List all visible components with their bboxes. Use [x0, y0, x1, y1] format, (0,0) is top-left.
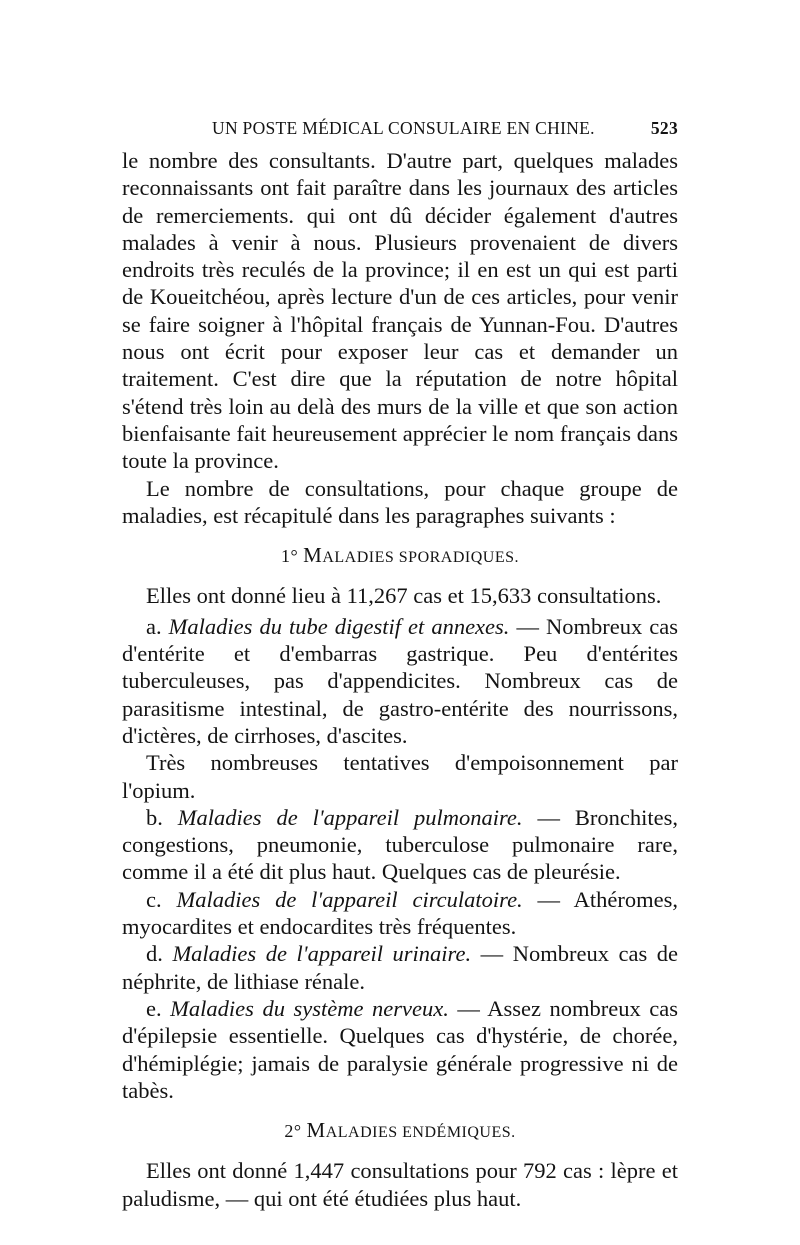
section-2-heading — [122, 1117, 678, 1146]
item-d — [122, 940, 678, 995]
item-e-title: Maladies du système nerveux. — [170, 995, 449, 1021]
item-e-text: — Assez nombreux cas d'épilepsie essentielle. Quelques cas d'hystérie, de chorée, d'hémiplégie; jamais de paralysie générale progressive ni de tabès. — [122, 995, 678, 1103]
opium-note: Très nombreuses tentatives d'empoisonnement par l'opium. — [122, 750, 678, 803]
item-b-letter: b. — [146, 804, 163, 830]
item-a — [122, 613, 678, 749]
item-e-letter: e. — [146, 995, 162, 1021]
item-d-letter: d. — [146, 941, 163, 967]
item-a-text: — Nombreux cas d'entérite et d'embarras gastrique. Peu d'entérites tuberculeuses, pas d'appendicites. Nombreux cas de parasitisme intestinal, de gastro-entérite des nourrissons, d'ictères, de cirrhoses, d'ascites. — [122, 613, 679, 748]
item-a-title: Maladies du tube digestif et annexes. — [168, 613, 510, 639]
section-2-title-rest: ALADIES ENDÉMIQUES. — [325, 1124, 516, 1142]
section-1-title-cap: M — [303, 543, 323, 568]
running-header — [122, 118, 678, 140]
section-1-lead: Elles ont donné lieu à 11,267 cas et 15,633 consultations. — [146, 583, 662, 609]
intro-paragraph: le nombre des consultants. D'autre part, quelques malades reconnaissants ont fait paraître dans les journaux des articles de remerciements. qui ont dû décider également d'autres malades à venir à nous. Plusieurs provenaient de divers endroits très reculés de la province; il en est un qui est parti de Koueitchéou, après lecture d'un de ces articles, pour venir se faire soigner à l'hôpital français de Yunnan-Fou. D'autres nous ont écrit pour exposer leur cas et demander un traitement. C'est dire que la réputation de notre hôpital s'étend très loin au delà des murs de la ville et que son action bienfaisante fait heureusement apprécier le nom français dans toute la province. — [122, 148, 678, 474]
item-d-title: Maladies de l'appareil urinaire. — [172, 941, 472, 967]
summary-paragraph: Le nombre de consultations, pour chaque groupe de maladies, est récapitulé dans les paragraphes suivants : — [122, 475, 678, 528]
item-a-letter: a. — [146, 613, 162, 639]
section-2-number: 2° — [284, 1121, 302, 1142]
page-body — [122, 147, 678, 1212]
item-c-letter: c. — [146, 886, 162, 912]
section-2-lead: Elles ont donné 1,447 consultations pour 792 cas : lèpre et paludisme, — qui ont été étudiées plus haut. — [122, 1158, 678, 1211]
section-1-number: 1° — [280, 546, 299, 567]
item-b-title: Maladies de l'appareil pulmonaire. — [177, 804, 523, 830]
item-c-text: — Athéromes, myocardites et endocardites très fréquentes. — [122, 886, 679, 940]
item-c — [122, 886, 678, 941]
item-e — [122, 995, 678, 1104]
running-title: UN POSTE MÉDICAL CONSULAIRE EN CHINE. — [212, 118, 595, 138]
section-1-title-rest: ALADIES SPORADIQUES. — [322, 549, 520, 567]
section-1-heading — [122, 542, 678, 571]
item-b — [122, 804, 678, 886]
item-c-title: Maladies de l'appareil circulatoire. — [176, 886, 523, 912]
page-number: 523 — [650, 118, 678, 138]
section-2-title-cap: M — [306, 1118, 326, 1143]
item-d-text: — Nombreux cas de néphrite, de lithiase rénale. — [122, 941, 679, 994]
item-b-text: — Bronchites, congestions, pneumonie, tuberculose pulmonaire rare, comme il a été dit plus haut. Quelques cas de pleurésie. — [122, 804, 678, 885]
